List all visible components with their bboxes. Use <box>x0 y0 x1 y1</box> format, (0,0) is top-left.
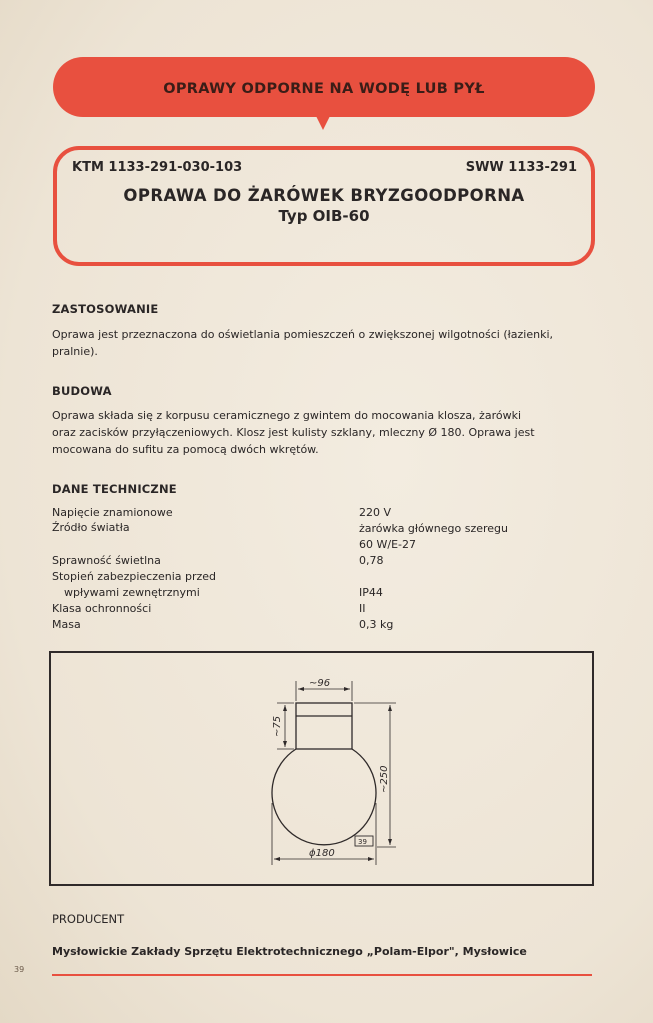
budowa-line-1: Oprawa składa się z korpusu ceramicznego z gwintem do mocowania klosza, żarówki <box>52 409 521 422</box>
dim-right-label: ~250 <box>379 765 390 793</box>
category-title: OPRAWY ODPORNE NA WODĘ LUB PYŁ <box>163 81 485 97</box>
spec-label: Masa <box>52 618 81 631</box>
producer-name: Mysłowickie Zakłady Sprzętu Elektrotechnicznego „Polam-Elpor", Mysłowice <box>52 945 527 958</box>
spec-value: IP44 <box>359 586 383 599</box>
budowa-heading: BUDOWA <box>52 384 112 398</box>
producer-heading: PRODUCENT <box>52 912 125 926</box>
label-tag-text: 39 <box>358 838 367 846</box>
spec-label: Sprawność świetlna <box>52 554 161 567</box>
zastosowanie-line-2: pralnie). <box>52 345 98 358</box>
spec-value: 60 W/E-27 <box>359 538 416 551</box>
spec-value: 220 V <box>359 506 392 519</box>
spec-value: II <box>359 602 366 615</box>
lamp-base-shape <box>296 703 352 749</box>
budowa-line-3: mocowana do sufitu za pomocą dwóch wkrętów. <box>52 443 319 456</box>
dim-bottom-label: ϕ180 <box>309 848 335 859</box>
footer-rule <box>52 974 592 976</box>
dane-heading: DANE TECHNICZNE <box>52 482 177 496</box>
product-type: Typ OIB-60 <box>278 207 370 225</box>
dim-top-label: ~96 <box>309 678 331 689</box>
spec-value: żarówka głównego szeregu <box>359 522 508 535</box>
spec-value: 0,3 kg <box>359 618 394 631</box>
zastosowanie-heading: ZASTOSOWANIE <box>52 302 159 316</box>
technical-drawing <box>49 651 594 886</box>
lamp-globe-shape <box>272 749 376 845</box>
spec-label: Klasa ochronności <box>52 602 152 615</box>
spec-label: Źródło światła <box>52 521 130 534</box>
page-number: 39 <box>14 965 25 974</box>
dim-left-label: ~75 <box>272 715 283 737</box>
spec-label: wpływami zewnętrznymi <box>64 586 200 599</box>
ktm-code: KTM 1133-291-030-103 <box>72 160 243 175</box>
product-name: OPRAWA DO ŻARÓWEK BRYZGOODPORNA <box>123 186 525 205</box>
spec-label: Stopień zabezpieczenia przed <box>52 570 217 583</box>
zastosowanie-line-1: Oprawa jest przeznaczona do oświetlania pomieszczeń o zwiększonej wilgotności (łazienki, <box>52 328 554 341</box>
drawing-svg <box>51 653 596 888</box>
spec-label: Napięcie znamionowe <box>52 506 173 519</box>
budowa-line-2: oraz zacisków przyłączeniowych. Klosz jest kulisty szklany, mleczny Ø 180. Oprawa jest <box>52 426 535 439</box>
sww-code: SWW 1133-291 <box>465 160 577 175</box>
spec-value: 0,78 <box>359 554 384 567</box>
